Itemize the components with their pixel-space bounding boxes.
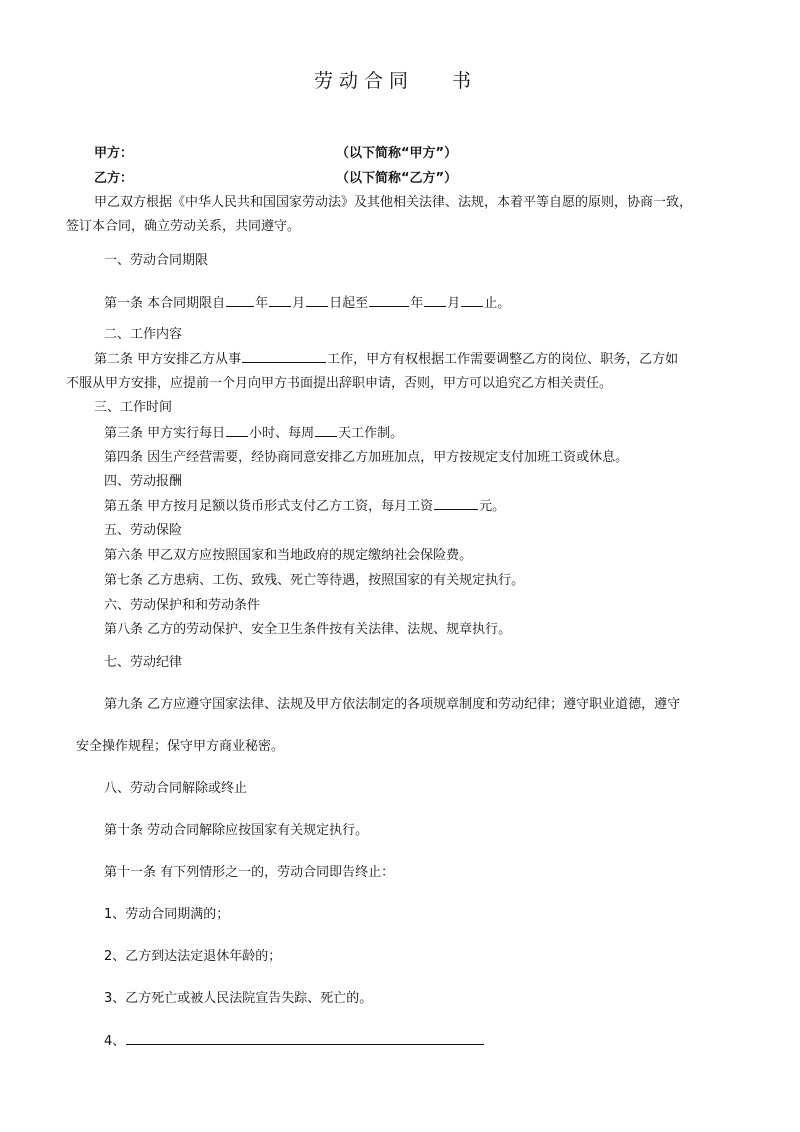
list-item: 2、乙方到达法定退休年龄的； (104, 949, 282, 964)
list-item: 1、劳动合同期满的； (104, 907, 230, 922)
preamble-line-2: 签订本合同，确立劳动关系，共同遵守。 (66, 219, 301, 234)
blank-start-month[interactable] (269, 294, 291, 307)
section-heading-insurance: 五、劳动保险 (104, 523, 183, 538)
article-9-line-2: 安全操作规程；保守甲方商业秘密。 (76, 739, 285, 754)
article-4: 第四条 因生产经营需要，经协商同意安排乙方加班加点，甲方按规定支付加班工资或休息。 (104, 450, 629, 465)
article-3: 第三条 甲方实行每日 小时、每周 天工作制。 (104, 426, 404, 441)
article-11: 第十一条 有下列情形之一的，劳动合同即告终止： (104, 865, 395, 880)
preamble-line-1: 甲乙双方根据《中华人民共和国国家劳动法》及其他相关法律、法规，本着平等自愿的原则，协商一致， (94, 195, 693, 210)
blank-end-year[interactable] (369, 294, 409, 307)
blank-end-month[interactable] (424, 294, 446, 307)
document-title (314, 66, 477, 93)
party-a-note: （以下简称“甲方”） (336, 146, 458, 161)
section-heading-hours: 三、工作时间 (94, 400, 173, 415)
blank-weekly-days[interactable] (315, 424, 337, 437)
blank-job[interactable] (242, 350, 326, 363)
list-item: 3、乙方死亡或被人民法院宣告失踪、死亡的。 (104, 991, 373, 1006)
blank-other-condition[interactable] (126, 1032, 484, 1045)
blank-monthly-wage[interactable] (434, 497, 478, 510)
title-main: 劳动合同 (314, 70, 415, 92)
title-suffix: 书 (452, 70, 478, 92)
party-b-label: 乙方： (94, 171, 134, 186)
article-9-line-1: 第九条 乙方应遵守国家法律、法规及甲方依法制定的各项规章制度和劳动纪律；遵守职业道德，遵守 (104, 697, 681, 712)
article-2-line-2: 不服从甲方安排，应提前一个月向甲方书面提出辞职申请，否则，甲方可以追究乙方相关责任。 (66, 376, 613, 391)
article-6: 第六条 甲乙双方应按照国家和当地政府的规定缴纳社会保险费。 (104, 548, 473, 563)
article-1: 第一条 本合同期限自 年 月 日起至 年 月 止。 (104, 296, 511, 311)
article-8: 第八条 乙方的劳动保护、安全卫生条件按有关法律、法规、规章执行。 (104, 622, 512, 637)
blank-start-day[interactable] (306, 294, 328, 307)
article-2: 第二条 甲方安排乙方从事 工作，甲方有权根据工作需要调整乙方的岗位、职务，乙方如 (94, 352, 679, 367)
article-5: 第五条 甲方按月足额以货币形式支付乙方工资，每月工资 元。 (104, 499, 506, 514)
blank-daily-hours[interactable] (226, 424, 248, 437)
blank-end-day[interactable] (461, 294, 483, 307)
section-heading-discipline: 七、劳动纪律 (104, 655, 183, 670)
article-7: 第七条 乙方患病、工伤、致残、死亡等待遇，按照国家的有关规定执行。 (104, 573, 525, 588)
section-heading-termination: 八、劳动合同解除或终止 (104, 781, 248, 796)
blank-start-year[interactable] (226, 294, 254, 307)
list-item: 4、 (104, 1032, 485, 1051)
party-b-note: （以下简称“乙方”） (336, 171, 458, 186)
section-heading-term: 一、劳动合同期限 (104, 253, 209, 268)
section-heading-pay: 四、劳动报酬 (104, 474, 183, 489)
party-a-label: 甲方： (94, 146, 134, 161)
section-heading-protection: 六、劳动保护和和劳动条件 (104, 598, 261, 613)
section-heading-content: 二、工作内容 (104, 327, 183, 342)
article-10: 第十条 劳动合同解除应按国家有关规定执行。 (104, 823, 369, 838)
